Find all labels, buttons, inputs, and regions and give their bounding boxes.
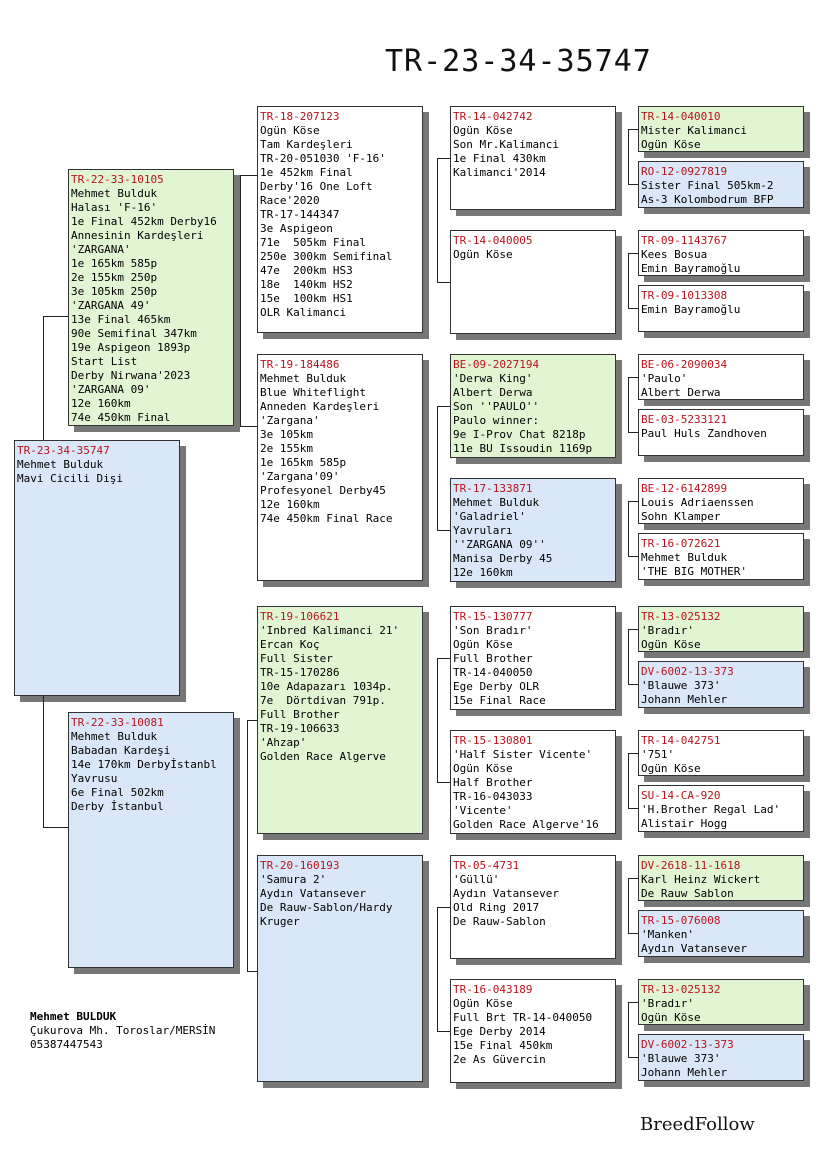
card-line: Paulo winner:	[453, 414, 540, 427]
card-line: Profesyonel Derby45	[260, 484, 386, 497]
card-line: Ogün Köse	[453, 762, 513, 775]
ring-number: TR-16-043189	[453, 983, 533, 996]
card-line: 2e 155km 250p	[71, 271, 158, 284]
connector-line	[437, 782, 450, 783]
card-line: '751'	[641, 748, 675, 761]
ring-number: TR-13-025132	[641, 610, 721, 623]
card-line: Mister Kalimanci	[641, 124, 747, 137]
card-line: Half Brother	[453, 776, 533, 789]
card-line: 19e Aspigeon 1893p	[71, 341, 191, 354]
connector-line	[43, 316, 44, 440]
card-line: 'Paulo'	[641, 372, 688, 385]
connector-line	[628, 501, 638, 502]
card-line: Ogün Köse	[641, 138, 701, 151]
card-line: 'Blauwe 373'	[641, 679, 721, 692]
card-line: Derby'16 One Loft	[260, 180, 373, 193]
card-line: Ogün Köse	[641, 762, 701, 775]
card-line: 'Zargana'	[260, 414, 320, 427]
card-line: Manisa Derby 45	[453, 552, 553, 565]
connector-line	[437, 907, 450, 908]
card-line: De Rauw Sablon	[641, 887, 734, 900]
gen4-card-1[interactable]	[638, 106, 804, 152]
connector-line	[247, 971, 257, 972]
card-line: De Rauw-Sablon	[453, 915, 546, 928]
card-line: Johann Mehler	[641, 1066, 728, 1079]
connector-line	[628, 629, 629, 685]
connector-line	[628, 933, 638, 934]
card-line: Mehmet Bulduk	[641, 551, 728, 564]
card-line: 15e Final Race	[453, 694, 546, 707]
card-line: 1e Final 452km Derby16	[71, 215, 217, 228]
gen4-card-2[interactable]	[638, 161, 804, 208]
card-line: Ogün Köse	[453, 997, 513, 1010]
card-line: TR-17-144347	[260, 208, 340, 221]
card-line: Paul Huls Zandhoven	[641, 427, 767, 440]
card-line: TR-16-043033	[453, 790, 533, 803]
card-line: 'Galadriel'	[453, 510, 526, 523]
connector-line	[628, 1057, 638, 1058]
connector-line	[437, 658, 438, 782]
card-line: 18e 140km HS2	[260, 278, 353, 291]
connector-line	[628, 1002, 638, 1003]
card-line: Son Mr.Kalimanci	[453, 138, 559, 151]
card-line: 'Vicente'	[453, 804, 513, 817]
card-line: TR-19-106633	[260, 722, 340, 735]
card-line: Tam Kardeşleri	[260, 138, 353, 151]
card-line: Johann Mehler	[641, 693, 728, 706]
connector-line	[628, 556, 638, 557]
card-line: Mehmet Bulduk	[71, 187, 158, 200]
card-line: TR-20-051030 'F-16'	[260, 152, 386, 165]
ring-number: TR-05-4731	[453, 859, 520, 872]
dsd-card[interactable]	[450, 730, 616, 834]
ring-number: TR-15-076008	[641, 914, 721, 927]
card-line: 3e 105km	[260, 428, 313, 441]
card-line: TR-14-040050	[453, 666, 533, 679]
brand-logo: BreedFollow	[640, 1114, 755, 1135]
dam-card[interactable]	[68, 712, 234, 968]
card-line: Ogün Köse	[641, 638, 701, 651]
card-line: 2e As Güvercin	[453, 1053, 546, 1066]
card-line: 'Derwa King'	[453, 372, 533, 385]
card-line: Race'2020	[260, 194, 320, 207]
connector-line	[437, 406, 450, 407]
ring-number: TR-18-207123	[260, 110, 340, 123]
gen4-card-10[interactable]	[638, 661, 804, 708]
card-line: 1e 165km 585p	[260, 456, 347, 469]
ring-number: TR-09-1013308	[641, 289, 728, 302]
card-line: TR-15-170286	[260, 666, 340, 679]
gen4-card-13[interactable]	[638, 855, 804, 901]
sss-card[interactable]	[450, 106, 616, 210]
card-line: 15e 100km HS1	[260, 292, 353, 305]
connector-line	[628, 129, 638, 130]
card-line: 'H.Brother Regal Lad'	[641, 803, 781, 816]
card-line: Alistair Hogg	[641, 817, 728, 830]
ring-number: RO-12-0927819	[641, 165, 728, 178]
card-line: 3e 105km 250p	[71, 285, 158, 298]
connector-line	[628, 377, 629, 433]
owner-name: Mehmet BULDUK	[30, 1010, 117, 1023]
connector-line	[628, 878, 629, 934]
card-line: Kruger	[260, 915, 300, 928]
card-line: 250e 300km Semifinal	[260, 250, 393, 263]
card-line: 'Samura 2'	[260, 873, 327, 886]
ring-number: TR-14-040005	[453, 234, 533, 247]
card-line: 1e Final 430km	[453, 152, 546, 165]
card-line: 1e 452km Final	[260, 166, 353, 179]
card-line: 'Half Sister Vicente'	[453, 748, 593, 761]
dam-sire-card[interactable]	[257, 606, 423, 834]
card-line: 15e Final 450km	[453, 1039, 553, 1052]
ring-number: DV-2618-11-1618	[641, 859, 741, 872]
card-line: 2e 155km	[260, 442, 313, 455]
card-line: Albert Derwa	[641, 386, 721, 399]
connector-line	[628, 253, 629, 309]
ring-number: BE-09-2027194	[453, 358, 540, 371]
connector-line	[628, 184, 638, 185]
card-line: Old Ring 2017	[453, 901, 540, 914]
connector-line	[628, 308, 638, 309]
connector-line	[628, 753, 638, 754]
ring-number: TR-22-33-10105	[71, 173, 164, 186]
gen4-card-11[interactable]	[638, 730, 804, 776]
card-line: ''ZARGANA 09''	[453, 538, 546, 551]
card-line: 74e 450km Final Race	[260, 512, 393, 525]
gen4-card-7[interactable]	[638, 478, 804, 524]
card-line: As-3 Kolombodrum BFP	[641, 193, 774, 206]
card-line: Halası 'F-16'	[71, 201, 158, 214]
card-line: Ogün Köse	[453, 638, 513, 651]
card-line: 'Inbred Kalimanci 21'	[260, 624, 400, 637]
ring-number: TR-19-184486	[260, 358, 340, 371]
card-line: 'Blauwe 373'	[641, 1052, 721, 1065]
connector-line	[437, 158, 438, 282]
card-line: Yavrusu	[71, 772, 118, 785]
ddd-card[interactable]	[450, 979, 616, 1083]
card-line: Mehmet Bulduk	[453, 496, 540, 509]
ring-number: BE-12-6142899	[641, 482, 728, 495]
connector-line	[628, 878, 638, 879]
connector-line	[437, 658, 450, 659]
connector-line	[437, 282, 450, 283]
card-line: Mehmet Bulduk	[71, 730, 158, 743]
connector-line	[247, 720, 257, 721]
gen4-card-5[interactable]	[638, 354, 804, 400]
ring-number: SU-14-CA-920	[641, 789, 721, 802]
connector-line	[628, 684, 638, 685]
gen4-card-4[interactable]	[638, 285, 804, 332]
card-line: 'Bradır'	[641, 997, 694, 1010]
gen4-card-6[interactable]	[638, 409, 804, 456]
card-line: Son ''PAULO''	[453, 400, 540, 413]
card-line: Mehmet Bulduk	[260, 372, 347, 385]
card-line: Full Brother	[453, 652, 533, 665]
card-line: 10e Adapazarı 1034p.	[260, 680, 393, 693]
connector-line	[43, 827, 68, 828]
card-line: Aydın Vatansever	[260, 887, 366, 900]
card-line: 9e I-Prov Chat 8218p	[453, 428, 586, 441]
card-line: 12e 160km	[260, 498, 320, 511]
gen4-card-14[interactable]	[638, 910, 804, 957]
card-line: Mehmet Bulduk	[17, 458, 104, 471]
sire-dam-card[interactable]	[257, 354, 423, 581]
card-line: Blue Whiteflight	[260, 386, 366, 399]
card-line: 'Bradır'	[641, 624, 694, 637]
card-line: 'ZARGANA'	[71, 243, 131, 256]
owner-info	[30, 1010, 215, 1052]
card-line: 3e Aspigeon	[260, 222, 333, 235]
connector-line	[240, 426, 257, 427]
connector-line	[240, 175, 257, 176]
card-line: Louis Adriaenssen	[641, 496, 754, 509]
connector-line	[247, 720, 248, 972]
card-line: De Rauw-Sablon/Hardy	[260, 901, 393, 914]
card-line: Yavruları	[453, 524, 513, 537]
card-line: Babadan Kardeşi	[71, 744, 171, 757]
card-line: Ege Derby OLR	[453, 680, 540, 693]
card-line: Start List	[71, 355, 138, 368]
card-line: Aydın Vatansever	[453, 887, 559, 900]
connector-line	[43, 316, 68, 317]
card-line: Emin Bayramoğlu	[641, 262, 741, 275]
ring-number: TR-20-160193	[260, 859, 340, 872]
connector-line	[628, 753, 629, 809]
card-line: Kees Bosua	[641, 248, 708, 261]
card-line: Anneden Kardeşleri	[260, 400, 380, 413]
connector-line	[628, 629, 638, 630]
card-line: 1e 165km 585p	[71, 257, 158, 270]
ssd-card[interactable]	[450, 230, 616, 334]
card-line: OLR Kalimanci	[260, 306, 347, 319]
card-line: 6e Final 502km	[71, 786, 164, 799]
card-line: 90e Semifinal 347km	[71, 327, 197, 340]
card-line: 'ZARGANA 09'	[71, 383, 151, 396]
connector-line	[628, 808, 638, 809]
connector-line	[628, 501, 629, 557]
card-line: Golden Race Algerve	[260, 750, 386, 763]
card-line: Ercan Koç	[260, 638, 320, 651]
card-line: Ogün Köse	[453, 248, 513, 261]
ring-number: TR-14-040010	[641, 110, 721, 123]
card-line: 'Ahzap'	[260, 736, 307, 749]
card-line: Ogün Köse	[641, 1011, 701, 1024]
card-line: 74e 450km Final	[71, 411, 171, 424]
ring-number: DV-6002-13-373	[641, 665, 734, 678]
card-line: 14e 170km Derbyİstanbl	[71, 758, 217, 771]
card-line: 7e Dörtdivan 791p.	[260, 694, 386, 707]
ring-number: TR-17-133871	[453, 482, 533, 495]
sdd-card[interactable]	[450, 478, 616, 582]
card-line: Full Brother	[260, 708, 340, 721]
gen4-card-12[interactable]	[638, 785, 804, 832]
card-line: Ogün Köse	[260, 124, 320, 137]
sire-sire-card[interactable]	[257, 106, 423, 333]
ring-number: TR-23-34-35747	[17, 444, 110, 457]
connector-line	[628, 1002, 629, 1058]
card-line: Derby Nirwana'2023	[71, 369, 191, 382]
ring-number: TR-19-106621	[260, 610, 340, 623]
card-line: Kalimanci'2014	[453, 166, 546, 179]
card-line: Ogün Köse	[453, 124, 513, 137]
connector-line	[437, 158, 450, 159]
card-line: 'Güllü'	[453, 873, 500, 886]
gen4-card-9[interactable]	[638, 606, 804, 652]
ring-number: BE-03-5233121	[641, 413, 728, 426]
card-line: Annesinin Kardeşleri	[71, 229, 204, 242]
connector-line	[628, 432, 638, 433]
card-line: Albert Derwa	[453, 386, 533, 399]
connector-line	[628, 253, 638, 254]
card-line: 'ZARGANA 49'	[71, 299, 151, 312]
connector-line	[437, 1031, 450, 1032]
connector-line	[240, 175, 241, 427]
card-line: Karl Heinz Wickert	[641, 873, 761, 886]
dds-card[interactable]	[450, 855, 616, 959]
owner-phone: 05387447543	[30, 1038, 103, 1051]
owner-address: Çukurova Mh. Toroslar/MERSİN	[30, 1024, 216, 1037]
ring-number: DV-6002-13-373	[641, 1038, 734, 1051]
connector-line	[43, 696, 44, 828]
dam-dam-card[interactable]	[257, 855, 423, 1082]
ring-number: TR-15-130777	[453, 610, 533, 623]
connector-line	[437, 530, 450, 531]
card-line: Full Brt TR-14-040050	[453, 1011, 593, 1024]
ring-number: BE-06-2090034	[641, 358, 728, 371]
card-line: 12e 160km	[453, 566, 513, 579]
connector-line	[437, 406, 438, 530]
ring-number: TR-13-025132	[641, 983, 721, 996]
ring-number: TR-22-33-10081	[71, 716, 164, 729]
connector-line	[628, 377, 638, 378]
card-line: 'Zargana'09'	[260, 470, 340, 483]
card-line: 'Manken'	[641, 928, 694, 941]
page-title: TR-23-34-35747	[385, 44, 652, 79]
card-line: Sister Final 505km-2	[641, 179, 774, 192]
card-line: Full Sister	[260, 652, 333, 665]
gen4-card-8[interactable]	[638, 533, 804, 580]
ring-number: TR-16-072621	[641, 537, 721, 550]
card-line: 11e BU Issoudin 1169p	[453, 442, 593, 455]
sds-card[interactable]	[450, 354, 616, 458]
ring-number: TR-14-042742	[453, 110, 533, 123]
ring-number: TR-14-042751	[641, 734, 721, 747]
connector-line	[628, 129, 629, 185]
ring-number: TR-15-130801	[453, 734, 533, 747]
card-line: Golden Race Algerve'16	[453, 818, 599, 831]
card-line: Aydın Vatansever	[641, 942, 747, 955]
card-line: 'THE BIG MOTHER'	[641, 565, 747, 578]
card-line: 47e 200km HS3	[260, 264, 353, 277]
card-line: Emin Bayramoğlu	[641, 303, 741, 316]
gen4-card-16[interactable]	[638, 1034, 804, 1081]
sire-card[interactable]	[68, 169, 234, 426]
card-line: 13e Final 465km	[71, 313, 171, 326]
card-line: 71e 505km Final	[260, 236, 366, 249]
ring-number: TR-09-1143767	[641, 234, 728, 247]
dss-card[interactable]	[450, 606, 616, 710]
gen4-card-3[interactable]	[638, 230, 804, 276]
gen4-card-15[interactable]	[638, 979, 804, 1025]
subject-card[interactable]	[14, 440, 180, 696]
connector-line	[437, 907, 438, 1031]
card-line: 'Son Bradır'	[453, 624, 533, 637]
card-line: Sohn Klamper	[641, 510, 721, 523]
card-line: Ege Derby 2014	[453, 1025, 546, 1038]
card-line: 12e 160km	[71, 397, 131, 410]
card-line: Mavi Cicili Dişi	[17, 472, 123, 485]
card-line: Derby İstanbul	[71, 800, 164, 813]
